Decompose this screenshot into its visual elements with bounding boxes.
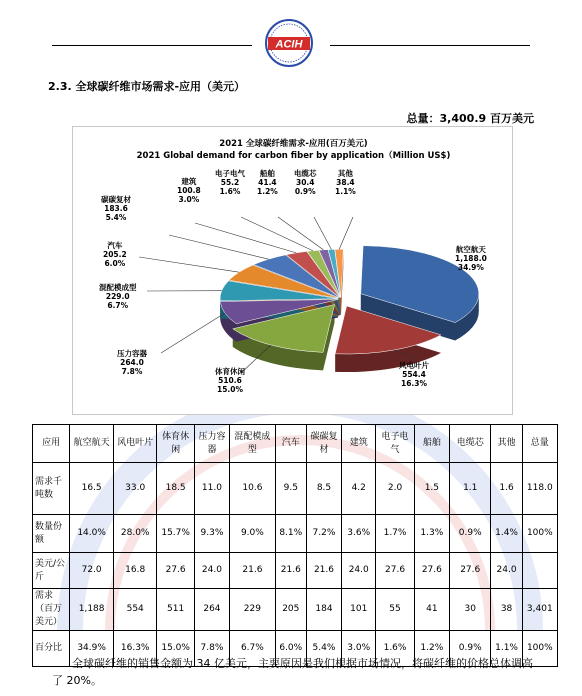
table-cell: 24.0 — [342, 553, 376, 589]
table-cell: 30 — [449, 589, 491, 631]
table-cell: 55 — [376, 589, 414, 631]
table-cell: 0.9% — [449, 515, 491, 553]
table-cell: 38 — [491, 589, 522, 631]
table-cell: 41 — [414, 589, 449, 631]
svg-text:ACIH: ACIH — [275, 38, 303, 51]
col-header: 碳碳复材 — [306, 425, 341, 463]
table-cell: 554 — [113, 589, 157, 631]
table-cell: 24.0 — [194, 553, 229, 589]
table-cell: 27.6 — [449, 553, 491, 589]
table-cell: 511 — [157, 589, 194, 631]
table-cell: 16.8 — [113, 553, 157, 589]
table-cell: 1.6 — [491, 463, 522, 515]
header-rule-left — [52, 45, 252, 46]
label-wind: 风电叶片 554.4 16.3% — [399, 361, 429, 388]
table-cell: 1.3% — [414, 515, 449, 553]
table-cell: 9.5 — [275, 463, 306, 515]
label-electronics: 电子电气 55.2 1.6% — [215, 169, 245, 196]
col-header: 应用 — [33, 425, 70, 463]
table-cell: 205 — [275, 589, 306, 631]
table-cell: 1.4% — [491, 515, 522, 553]
table-cell: 15.0% — [157, 631, 194, 667]
col-header: 压力容器 — [194, 425, 229, 463]
table-row — [33, 553, 558, 589]
leader-line — [195, 223, 296, 253]
table-cell: 15.7% — [157, 515, 194, 553]
table-cell: 100% — [522, 515, 557, 553]
table-cell: 1.1 — [449, 463, 491, 515]
table-cell: 24.0 — [491, 553, 522, 589]
label-cable: 电缆芯 30.4 0.9% — [294, 169, 317, 196]
label-marine: 船舶 41.4 1.2% — [257, 169, 278, 196]
table-cell: 101 — [342, 589, 376, 631]
table-cell — [522, 553, 557, 589]
table-cell: 21.6 — [230, 553, 276, 589]
col-header: 体育休闲 — [157, 425, 194, 463]
label-cc: 碳碳复材 183.6 5.4% — [101, 195, 131, 222]
table-row — [33, 515, 558, 553]
label-other: 其他 38.4 1.1% — [335, 169, 356, 196]
table-cell: 184 — [306, 589, 341, 631]
table-cell: 33.0 — [113, 463, 157, 515]
header-rule-right — [330, 45, 530, 46]
leader-line — [169, 235, 269, 259]
table-cell: 21.6 — [275, 553, 306, 589]
table-cell: 0.9% — [449, 631, 491, 667]
table-cell: 72.0 — [70, 553, 114, 589]
table-cell: 11.0 — [194, 463, 229, 515]
table-cell: 16.5 — [70, 463, 114, 515]
table-cell: 3.6% — [342, 515, 376, 553]
table-cell: 1.7% — [376, 515, 414, 553]
table-cell: 1.5 — [414, 463, 449, 515]
label-molding: 混配模成型 229.0 6.7% — [99, 283, 137, 310]
footer-paragraph: 全球碳纤维的销售金额为 34 亿美元，主要原因是我们根据市场情况，将碳纤维的价格总体调高了 20%。 — [52, 657, 533, 687]
col-header: 船舶 — [414, 425, 449, 463]
table-cell: 9.3% — [194, 515, 229, 553]
table-cell: 3,401 — [522, 589, 557, 631]
row-header: 数量份额 — [33, 515, 70, 553]
chart-title: 2021 全球碳纤维需求-应用(百万美元) — [219, 139, 368, 149]
col-header: 总量 — [522, 425, 557, 463]
table-cell: 34.9% — [70, 631, 114, 667]
leader-line — [161, 313, 225, 353]
row-header: 百分比 — [33, 631, 70, 667]
table-row — [33, 463, 558, 515]
table-cell: 118.0 — [522, 463, 557, 515]
table-cell: 1.2% — [414, 631, 449, 667]
pie-chart — [72, 126, 513, 415]
table-cell: 16.3% — [113, 631, 157, 667]
table-cell: 1.1% — [491, 631, 522, 667]
table-cell: 27.6 — [376, 553, 414, 589]
table-cell: 1,188 — [70, 589, 114, 631]
col-header: 建筑 — [342, 425, 376, 463]
label-auto: 汽车 205.2 6.0% — [103, 241, 127, 268]
table-cell: 6.0% — [275, 631, 306, 667]
table-cell: 14.0% — [70, 515, 114, 553]
table-cell: 264 — [194, 589, 229, 631]
table-cell: 27.6 — [414, 553, 449, 589]
demand-table — [32, 424, 558, 667]
acih-logo — [264, 18, 314, 68]
leader-line — [241, 217, 313, 251]
table-header-row — [33, 425, 558, 463]
table-cell: 28.0% — [113, 515, 157, 553]
col-header: 混配模成型 — [230, 425, 276, 463]
table-cell: 100% — [522, 631, 557, 667]
table-cell: 8.5 — [306, 463, 341, 515]
table-cell: 7.2% — [306, 515, 341, 553]
row-header: 需求（百万美元） — [33, 589, 70, 631]
col-header: 其他 — [491, 425, 522, 463]
section-title: 2.3. 全球碳纤维市场需求-应用（美元） — [48, 80, 246, 93]
table-cell: 8.1% — [275, 515, 306, 553]
table-cell: 3.0% — [342, 631, 376, 667]
table-cell: 27.6 — [157, 553, 194, 589]
table-cell: 9.0% — [230, 515, 276, 553]
table-cell: 2.0 — [376, 463, 414, 515]
label-sports: 体育休闲 510.6 15.0% — [215, 367, 245, 394]
table-cell: 229 — [230, 589, 276, 631]
table-cell: 18.5 — [157, 463, 194, 515]
table-cell: 7.8% — [194, 631, 229, 667]
col-header: 电缆芯 — [449, 425, 491, 463]
table-cell: 1.6% — [376, 631, 414, 667]
col-header: 风电叶片 — [113, 425, 157, 463]
label-pressure: 压力容器 264.0 7.8% — [117, 349, 147, 376]
table-cell: 6.7% — [230, 631, 276, 667]
label-construction: 建筑 100.8 3.0% — [177, 177, 201, 204]
leader-line — [339, 217, 353, 249]
row-header: 需求千吨数 — [33, 463, 70, 515]
table-cell: 21.6 — [306, 553, 341, 589]
table-cell: 10.6 — [230, 463, 276, 515]
table-row — [33, 589, 558, 631]
label-aerospace: 航空航天 1,188.0 34.9% — [455, 245, 487, 272]
total-demand: 总量：3,400.9 百万美元 — [406, 112, 534, 125]
row-header: 美元/公斤 — [33, 553, 70, 589]
col-header: 电子电气 — [376, 425, 414, 463]
leader-line — [139, 257, 239, 272]
table-cell: 5.4% — [306, 631, 341, 667]
col-header: 航空航天 — [70, 425, 114, 463]
col-header: 汽车 — [275, 425, 306, 463]
chart-subtitle: 2021 Global demand for carbon fiber by application（Million US$) — [136, 151, 451, 161]
table-cell: 4.2 — [342, 463, 376, 515]
